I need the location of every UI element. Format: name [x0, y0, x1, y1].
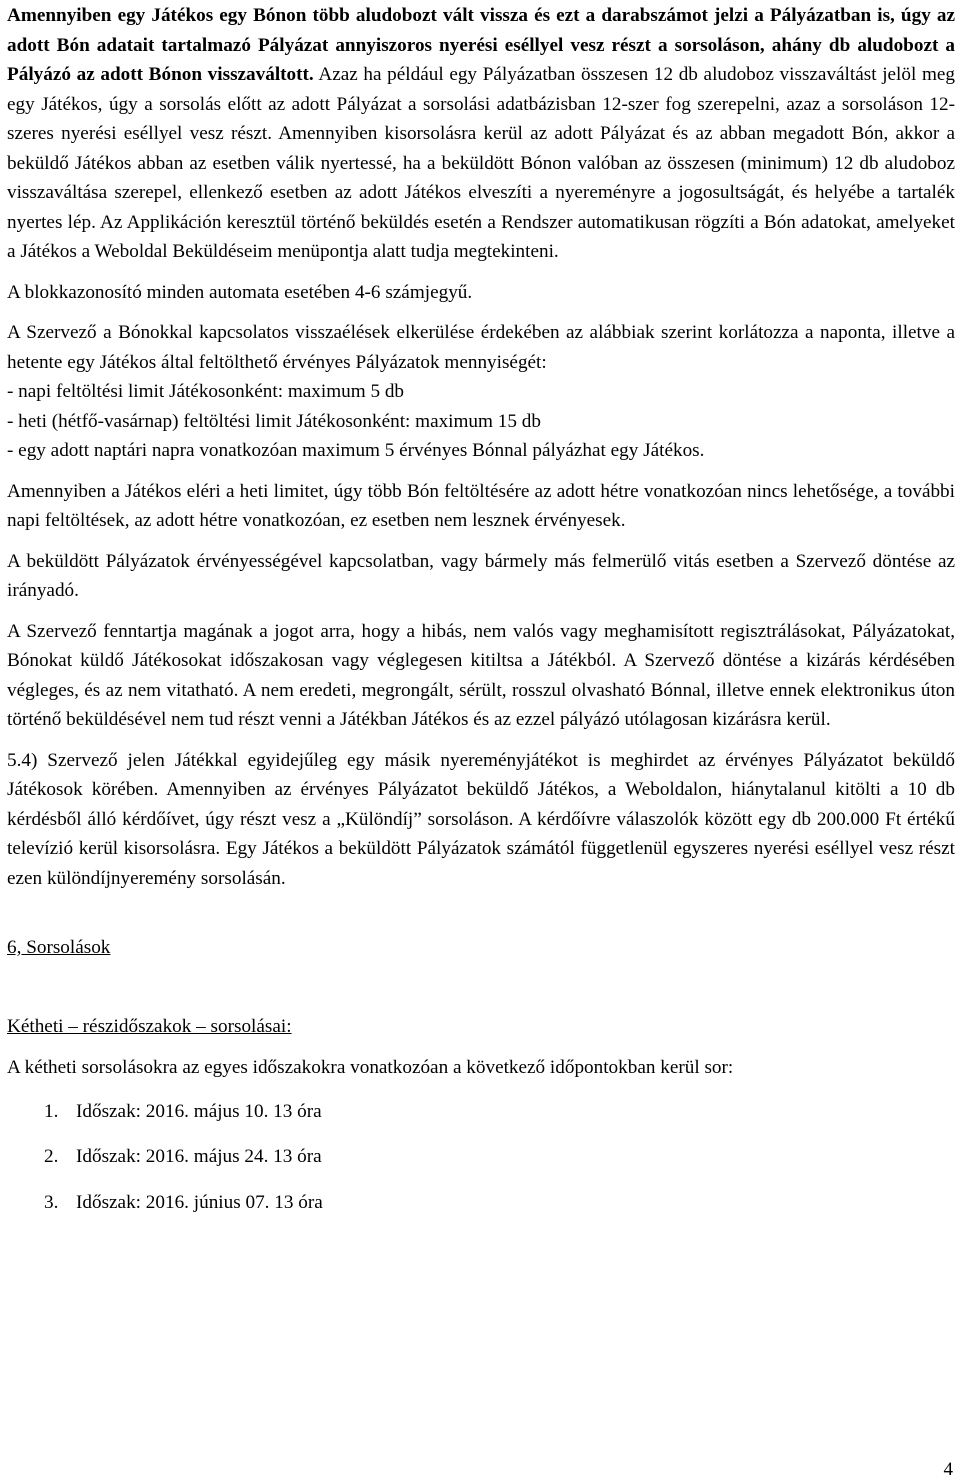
paragraph-biweekly-intro: A kétheti sorsolásokra az egyes időszakokra vonatkozóan a következő időpontokban kerül sor: — [7, 1057, 734, 1078]
paragraph-body: Azaz ha például egy Pályázatban összesen 12 db aludoboz visszaváltást jelöl meg egy Játékos, úgy a sorsolás előtt az adott Pályázat a sorsolási adatbázisban 12-szer fog szerepelni, azaz a sorsoláson 12-szeres nyerési eséllyel vesz részt. Amennyiben kisorsolásra kerül az adott Pályázat és az abban megadott Bón, akkor a beküldő Játékos abban az esetben válik nyertessé, ha a beküldött Bónon valóban az összesen (minimum) 12 db aludoboz visszaváltása szerepel, ellenkező esetben az adott Játékos elveszíti a nyereményre a jogosultságát, és helyébe a tartalék nyertes lép. Az Applikáción keresztül történő beküldés esetén a Rendszer automatikusan rögzíti a Bón adatokat, amelyeket a Játékos a Weboldal Beküldéseim menüpontja alatt tudja megtekinteni. — [7, 64, 955, 262]
section-title-draws: 6, Sorsolások — [7, 937, 111, 958]
limit-item-weekly: - heti (hétfő-vasárnap) feltöltési limit Játékosonként: maximum 15 db — [7, 410, 541, 432]
list-item-text: Időszak: 2016. június 07. 13 óra — [76, 1191, 323, 1213]
period-list — [7, 1097, 955, 1218]
document-page — [7, 1, 955, 1233]
list-item — [7, 1097, 955, 1127]
paragraph-upload-limits — [7, 318, 955, 466]
page-number: 4 — [943, 1459, 953, 1480]
list-item-number: 1. — [44, 1100, 59, 1122]
paragraph-receipt-id: A blokkazonosító minden automata esetében 4-6 számjegyű. — [7, 281, 473, 303]
paragraph-weekly-limit: Amennyiben a Játékos eléri a heti limitet, úgy több Bón feltöltésére az adott hétre vonatkozóan nincs lehetősége, a további napi feltöltések, az adott hétre vonatkozóan, ez esetben nem lesznek érvényesek. — [7, 480, 955, 531]
subsection-title-biweekly: Kétheti – részidőszakok – sorsolásai: — [7, 1015, 292, 1037]
paragraph-bold-lead: Amennyiben egy Játékos egy Bónon több aludobozt vált vissza és ezt a darabszámot jelzi a Pályázatban is, úgy az adott Bón adatait tartalmazó Pályázat annyiszoros nyerési eséllyel vesz részt a sorsoláson, ahány db aludobozt a Pályázó az adott Bónon visszaváltott. — [7, 5, 955, 85]
paragraph-exclusion: A Szervező fenntartja magának a jogot arra, hogy a hibás, nem valós vagy meghamisított regisztrálásokat, Pályázatokat, Bónokat küldő Játékosokat időszakosan vagy véglegesen kitiltsa a Játékból. A Szervező döntése a kizárás kérdésében végleges, és az nem vitatható. A nem eredeti, megrongált, sérült, rosszul olvasható Bónnal, illetve ennek elektronikus úton történő beküldésével nem tud részt venni a Játékban Játékos és az ezzel pályázó utólagosan kizárásra kerül. — [7, 620, 955, 730]
list-item — [7, 1142, 955, 1172]
list-item-number: 2. — [44, 1146, 59, 1167]
limit-item-daily: - napi feltöltési limit Játékosonként: maximum 5 db — [7, 381, 405, 402]
list-item-text: Időszak: 2016. május 10. 13 óra — [76, 1100, 322, 1122]
paragraph-bon-multiple-cans — [7, 1, 955, 267]
paragraph-organizer-decision: A beküldött Pályázatok érvényességével kapcsolatban, vagy bármely más felmerülő vitás esetben a Szervező döntése az irányadó. — [7, 550, 955, 601]
paragraph-upload-limits-intro: A Szervező a Bónokkal kapcsolatos visszaélések elkerülése érdekében az alábbiak szerint korlátozza a naponta, illetve a hetente egy Játékos által feltölthető érvényes Pályázatok mennyiségét: — [7, 322, 955, 373]
paragraph-special-prize: 5.4) Szervező jelen Játékkal egyidejűleg egy másik nyereményjátékot is meghirdet az érvényes Pályázatot beküldő Játékosok körében. Amennyiben az érvényes Pályázatot beküldő Játékos, a Weboldalon, hiánytalanul kitölti a 10 db kérdésből álló kérdőívet, úgy részt vesz a „Különdíj” sorsoláson. A kérdőívre válaszolók között egy db 200.000 Ft értékű televízió kerül kisorsolásra. Egy Játékos a beküldött Pályázatok számától függetlenül egyszeres nyerési eséllyel vesz részt ezen különdíjnyeremény sorsolásán. — [7, 749, 955, 889]
list-item — [7, 1188, 955, 1218]
limit-item-calendar-day: - egy adott naptári napra vonatkozóan maximum 5 érvényes Bónnal pályázhat egy Játékos. — [7, 440, 705, 461]
list-item-text: Időszak: 2016. május 24. 13 óra — [76, 1146, 322, 1167]
list-item-number: 3. — [44, 1191, 59, 1213]
